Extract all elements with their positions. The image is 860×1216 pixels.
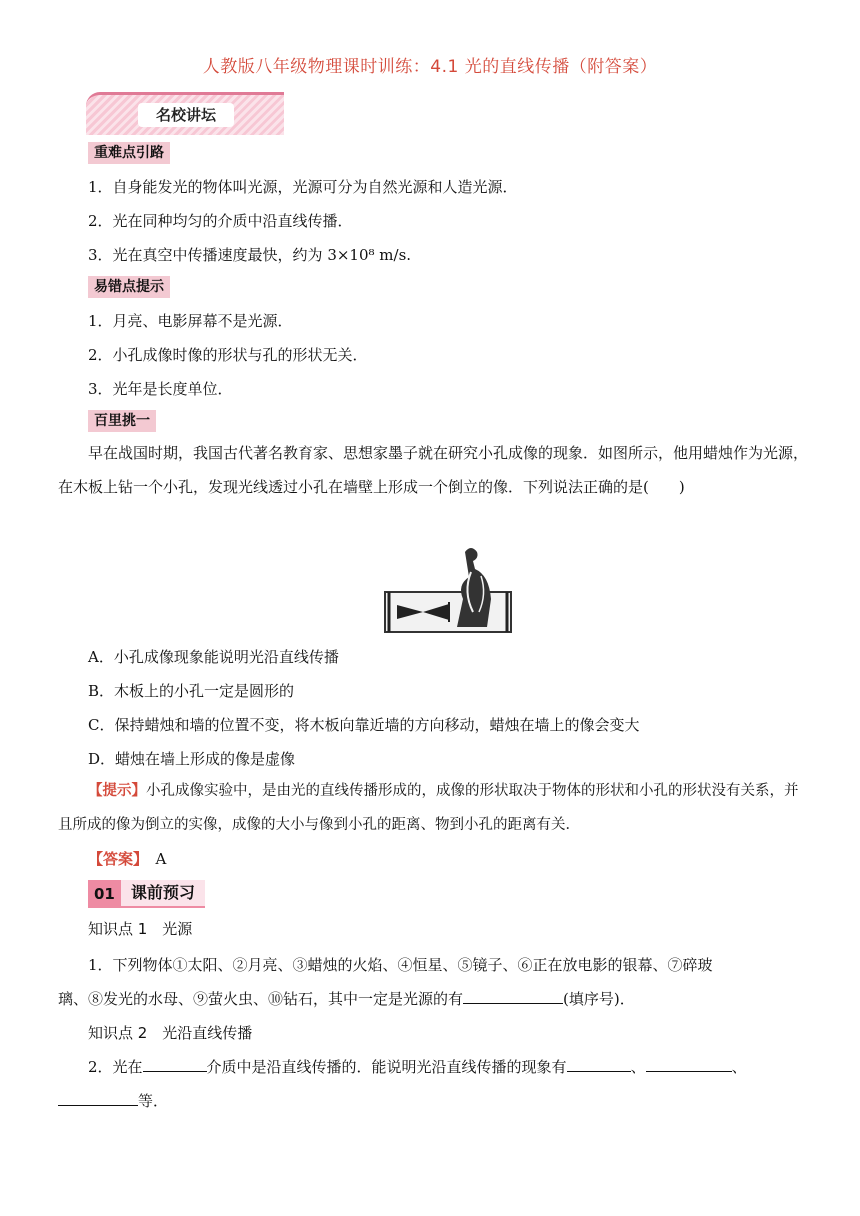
pinhole-figure (383, 542, 513, 634)
preview-number: 01 (88, 880, 121, 908)
answer-blank-4[interactable] (646, 1057, 732, 1072)
knowledge-point-1: 知识点 1 光源 (88, 920, 193, 938)
example-question: 早在战国时期，我国古代著名教育家、思想家墨子就在研究小孔成像的现象．如图所示，他用蜡烛作为光源，在木板上钻一个小孔，发现光线透过小孔在墙壁上形成一个倒立的像．下列说法正确的是( ) (58, 444, 809, 496)
answer-blank-2[interactable] (143, 1057, 207, 1072)
preview-section-header (88, 880, 205, 908)
answer-label: 【答案】 (88, 850, 141, 868)
tag-key-points: 重难点引路 (88, 142, 170, 164)
question-2-line-2: 等． (58, 1090, 168, 1111)
preview-label: 课前预习 (121, 880, 205, 908)
option-d: D．蜡烛在墙上形成的像是虚像 (88, 750, 296, 768)
mistake-3: 3．光年是长度单位． (88, 380, 233, 398)
hint-text: 小孔成像实验中，是由光的直线传播形成的，成像的形状取决于物体的形状和小孔的形状没有关系，并且所成的像为倒立的实像，成像的大小与像到小孔的距离、物到小孔的距离有关． (58, 783, 799, 833)
tag-mistakes: 易错点提示 (88, 276, 170, 298)
option-b: B．木板上的小孔一定是圆形的 (88, 682, 295, 700)
answer-blank-1[interactable] (463, 989, 563, 1004)
key-point-3: 3．光在真空中传播速度最快，约为 3×10⁸ m/s. (88, 246, 412, 264)
example-answer (88, 848, 166, 869)
question-1-line-1: 1．下列物体①太阳、②月亮、③蜡烛的火焰、④恒星、⑤镜子、⑥正在放电影的银幕、⑦碎玻 (88, 956, 713, 974)
example-hint (58, 774, 810, 842)
mistake-2: 2．小孔成像时像的形状与孔的形状无关． (88, 346, 368, 364)
section-banner (86, 92, 284, 135)
knowledge-point-2: 知识点 2 光沿直线传播 (88, 1024, 253, 1042)
question-1-line-2: 璃、⑧发光的水母、⑨萤火虫、⑩钻石，其中一定是光源的有 (填序号)． (58, 990, 635, 1008)
answer-blank-3[interactable] (567, 1057, 631, 1072)
page-title: 人教版八年级物理课时训练：4.1 光的直线传播（附答案） (202, 57, 658, 77)
key-point-2: 2．光在同种均匀的介质中沿直线传播． (88, 212, 353, 230)
question-2-line-1: 2．光在 介质中是沿直线传播的．能说明光沿直线传播的现象有 、 、 (88, 1058, 747, 1076)
answer-value: A (155, 850, 167, 868)
option-c: C．保持蜡烛和墙的位置不变，将木板向靠近墙的方向移动，蜡烛在墙上的像会变大 (88, 716, 640, 734)
mistake-1: 1．月亮、电影屏幕不是光源． (88, 312, 293, 330)
tag-example: 百里挑一 (88, 410, 156, 432)
hint-label: 【提示】 (88, 783, 146, 799)
key-point-1: 1．自身能发光的物体叫光源，光源可分为自然光源和人造光源． (88, 178, 518, 196)
banner-label: 名校讲坛 (138, 103, 234, 127)
option-a: A．小孔成像现象能说明光沿直线传播 (88, 648, 339, 666)
answer-blank-5[interactable] (58, 1091, 138, 1106)
